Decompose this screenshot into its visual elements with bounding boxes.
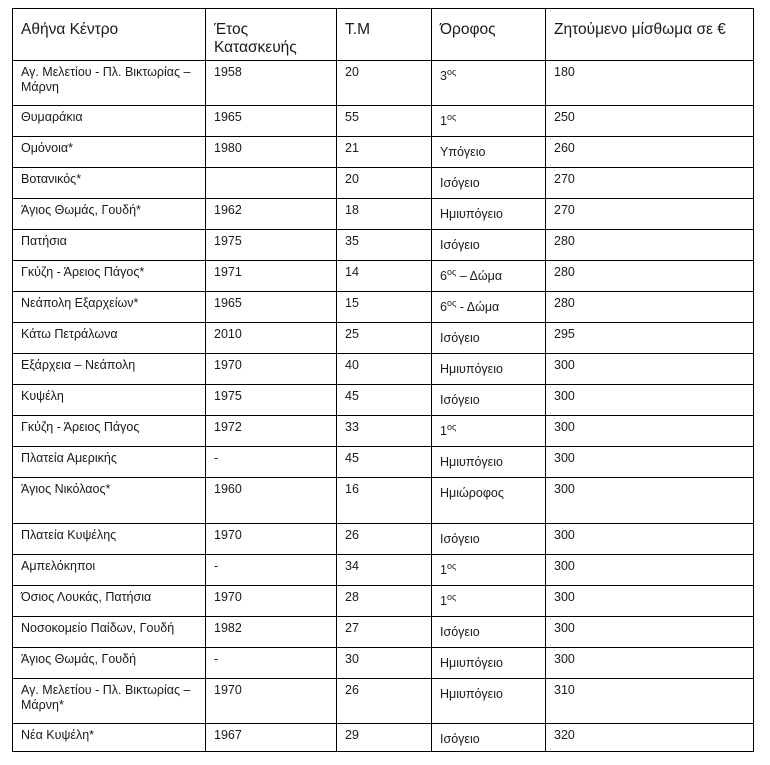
cell-sqm: 25 xyxy=(337,323,432,354)
table-row xyxy=(13,199,754,230)
table-row xyxy=(13,323,754,354)
cell-sqm: 27 xyxy=(337,617,432,648)
cell-year: 1958 xyxy=(206,61,337,106)
cell-rent: 280 xyxy=(546,292,754,323)
cell-area: Γκύζη - Άρειος Πάγος* xyxy=(13,261,206,292)
table-row xyxy=(13,447,754,478)
floor-value: Ημιυπόγειο xyxy=(440,207,503,221)
floor-value: Ισόγειο xyxy=(440,393,480,407)
cell-floor xyxy=(432,724,546,752)
cell-rent: 320 xyxy=(546,724,754,752)
cell-rent: 310 xyxy=(546,679,754,724)
floor-value: Υπόγειο xyxy=(440,145,486,159)
cell-area: Αγ. Μελετίου - Πλ. Βικτωρίας – Μάρνη* xyxy=(13,679,206,724)
cell-sqm: 26 xyxy=(337,679,432,724)
cell-year: - xyxy=(206,447,337,478)
table-header xyxy=(13,9,754,61)
table-row xyxy=(13,478,754,524)
cell-sqm: 34 xyxy=(337,555,432,586)
cell-rent: 300 xyxy=(546,385,754,416)
floor-value: Ισόγειο xyxy=(440,625,480,639)
header-sqm: Τ.Μ xyxy=(337,9,432,61)
cell-sqm: 33 xyxy=(337,416,432,447)
cell-area: Κυψέλη xyxy=(13,385,206,416)
floor-value: Ημιώροφος xyxy=(440,486,504,500)
table-row xyxy=(13,524,754,555)
cell-year: 2010 xyxy=(206,323,337,354)
cell-area: Άγιος Θωμάς, Γουδή* xyxy=(13,199,206,230)
cell-area: Θυμαράκια xyxy=(13,106,206,137)
floor-value: $6^{o\varsigma}$ – Δώμα xyxy=(440,266,503,283)
table-row xyxy=(13,168,754,199)
cell-area: Πατήσια xyxy=(13,230,206,261)
floor-value: Ισόγειο xyxy=(440,238,480,252)
floor-value: Ισόγειο xyxy=(440,331,480,345)
cell-year: 1965 xyxy=(206,106,337,137)
cell-year: 1975 xyxy=(206,385,337,416)
header-floor: Όροφος xyxy=(432,9,546,61)
cell-area: Αγ. Μελετίου - Πλ. Βικτωρίας – Μάρνη xyxy=(13,61,206,106)
cell-rent: 300 xyxy=(546,586,754,617)
cell-area: Αμπελόκηποι xyxy=(13,555,206,586)
cell-year: 1970 xyxy=(206,354,337,385)
cell-sqm: 16 xyxy=(337,478,432,524)
cell-rent: 250 xyxy=(546,106,754,137)
cell-floor xyxy=(432,648,546,679)
cell-sqm: 40 xyxy=(337,354,432,385)
cell-floor xyxy=(432,137,546,168)
header-area: Αθήνα Κέντρο xyxy=(13,9,206,61)
cell-sqm: 45 xyxy=(337,447,432,478)
cell-floor xyxy=(432,524,546,555)
table-body xyxy=(13,61,754,752)
cell-floor xyxy=(432,323,546,354)
cell-sqm: 20 xyxy=(337,168,432,199)
header-row xyxy=(13,9,754,61)
cell-floor xyxy=(432,168,546,199)
cell-area: Βοτανικός* xyxy=(13,168,206,199)
cell-year: 1960 xyxy=(206,478,337,524)
cell-sqm: 55 xyxy=(337,106,432,137)
cell-sqm: 15 xyxy=(337,292,432,323)
floor-value: $6^{o\varsigma}$ - Δώμα xyxy=(440,297,500,314)
floor-value: Ημιυπόγειο xyxy=(440,455,503,469)
cell-area: Όσιος Λουκάς, Πατήσια xyxy=(13,586,206,617)
cell-year: 1965 xyxy=(206,292,337,323)
cell-year: 1962 xyxy=(206,199,337,230)
floor-value: Ημιυπόγειο xyxy=(440,656,503,670)
cell-sqm: 26 xyxy=(337,524,432,555)
header-year: Έτος Κατασκευής xyxy=(206,9,337,61)
cell-rent: 300 xyxy=(546,478,754,524)
cell-rent: 260 xyxy=(546,137,754,168)
cell-year: 1980 xyxy=(206,137,337,168)
cell-area: Άγιος Νικόλαος* xyxy=(13,478,206,524)
cell-year: 1982 xyxy=(206,617,337,648)
cell-rent: 300 xyxy=(546,447,754,478)
cell-floor xyxy=(432,292,546,323)
floor-value: $1^{o\varsigma}$ xyxy=(440,591,457,608)
floor-value: $3^{o\varsigma}$ xyxy=(440,66,457,83)
table-row xyxy=(13,106,754,137)
table-row xyxy=(13,230,754,261)
cell-floor xyxy=(432,617,546,648)
cell-area: Γκύζη - Άρειος Πάγος xyxy=(13,416,206,447)
cell-floor xyxy=(432,230,546,261)
table-row xyxy=(13,385,754,416)
cell-sqm: 20 xyxy=(337,61,432,106)
cell-area: Εξάρχεια – Νεάπολη xyxy=(13,354,206,385)
cell-floor xyxy=(432,385,546,416)
cell-year: 1970 xyxy=(206,586,337,617)
cell-floor xyxy=(432,478,546,524)
cell-rent: 270 xyxy=(546,199,754,230)
cell-sqm: 30 xyxy=(337,648,432,679)
table-row xyxy=(13,416,754,447)
cell-year: 1975 xyxy=(206,230,337,261)
cell-floor xyxy=(432,416,546,447)
table-row xyxy=(13,679,754,724)
cell-year xyxy=(206,168,337,199)
table-row xyxy=(13,724,754,752)
cell-area: Νοσοκομείο Παίδων, Γουδή xyxy=(13,617,206,648)
cell-floor xyxy=(432,354,546,385)
table-row xyxy=(13,292,754,323)
cell-rent: 300 xyxy=(546,416,754,447)
cell-sqm: 21 xyxy=(337,137,432,168)
cell-rent: 300 xyxy=(546,555,754,586)
cell-floor xyxy=(432,199,546,230)
cell-area: Κάτω Πετράλωνα xyxy=(13,323,206,354)
cell-area: Νεάπολη Εξαρχείων* xyxy=(13,292,206,323)
cell-sqm: 18 xyxy=(337,199,432,230)
cell-rent: 270 xyxy=(546,168,754,199)
cell-rent: 300 xyxy=(546,617,754,648)
cell-floor xyxy=(432,261,546,292)
floor-value: $1^{o\varsigma}$ xyxy=(440,421,457,438)
cell-year: 1971 xyxy=(206,261,337,292)
floor-value: Ισόγειο xyxy=(440,176,480,190)
cell-year: - xyxy=(206,555,337,586)
table-row xyxy=(13,555,754,586)
cell-rent: 280 xyxy=(546,261,754,292)
floor-value: $1^{o\varsigma}$ xyxy=(440,560,457,577)
cell-area: Νέα Κυψέλη* xyxy=(13,724,206,752)
cell-sqm: 14 xyxy=(337,261,432,292)
cell-rent: 295 xyxy=(546,323,754,354)
cell-rent: 300 xyxy=(546,648,754,679)
table-row xyxy=(13,61,754,106)
cell-area: Πλατεία Κυψέλης xyxy=(13,524,206,555)
floor-value: Ισόγειο xyxy=(440,732,480,746)
cell-year: 1972 xyxy=(206,416,337,447)
table-row xyxy=(13,261,754,292)
cell-floor xyxy=(432,106,546,137)
table-row xyxy=(13,586,754,617)
cell-area: Ομόνοια* xyxy=(13,137,206,168)
cell-year: 1970 xyxy=(206,524,337,555)
floor-value: Ισόγειο xyxy=(440,532,480,546)
cell-rent: 300 xyxy=(546,524,754,555)
rental-listings-table xyxy=(12,8,754,752)
cell-floor xyxy=(432,679,546,724)
table-row xyxy=(13,137,754,168)
cell-rent: 280 xyxy=(546,230,754,261)
floor-value: $1^{o\varsigma}$ xyxy=(440,111,457,128)
cell-area: Άγιος Θωμάς, Γουδή xyxy=(13,648,206,679)
cell-sqm: 28 xyxy=(337,586,432,617)
cell-area: Πλατεία Αμερικής xyxy=(13,447,206,478)
cell-rent: 300 xyxy=(546,354,754,385)
cell-year: - xyxy=(206,648,337,679)
cell-sqm: 29 xyxy=(337,724,432,752)
cell-floor xyxy=(432,447,546,478)
header-rent: Ζητούμενο μίσθωμα σε € xyxy=(546,9,754,61)
cell-floor xyxy=(432,555,546,586)
cell-floor xyxy=(432,61,546,106)
cell-sqm: 35 xyxy=(337,230,432,261)
cell-rent: 180 xyxy=(546,61,754,106)
cell-sqm: 45 xyxy=(337,385,432,416)
table-row xyxy=(13,617,754,648)
floor-value: Ημιυπόγειο xyxy=(440,362,503,376)
table-row xyxy=(13,354,754,385)
cell-floor xyxy=(432,586,546,617)
cell-year: 1967 xyxy=(206,724,337,752)
floor-value: Ημιυπόγειο xyxy=(440,687,503,701)
cell-year: 1970 xyxy=(206,679,337,724)
table-row xyxy=(13,648,754,679)
